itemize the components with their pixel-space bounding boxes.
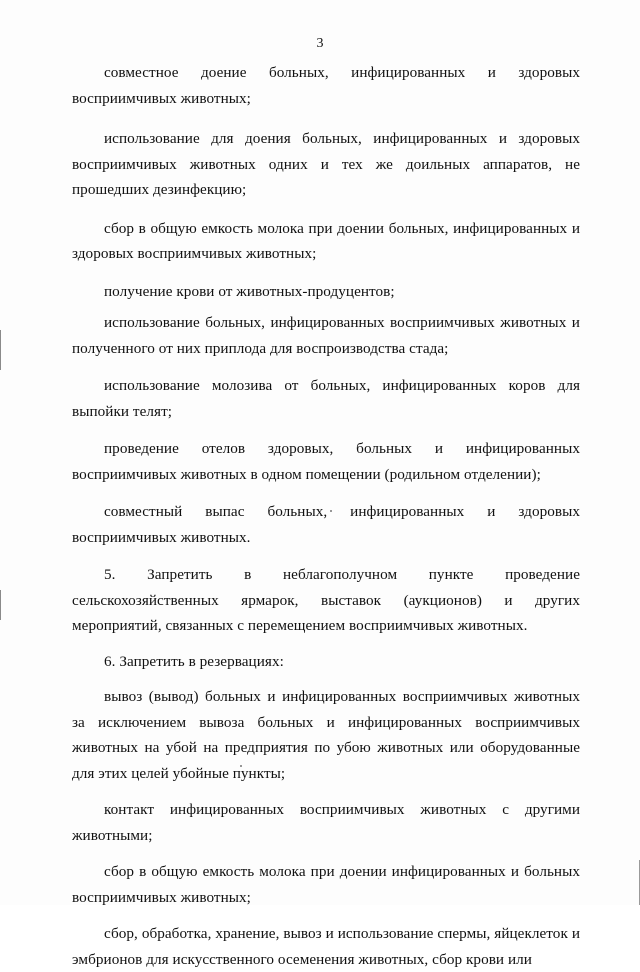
paragraph: использование молозива от больных, инфицированных коров для выпойки телят; (72, 377, 580, 420)
paragraph: сбор, обработка, хранение, вывоз и использование спермы, яйцеклеток и эмбрионов для искусственного осеменения животных, сбор крови или (72, 925, 580, 968)
paragraph: совместное доение больных, инфицированных и здоровых восприимчивых животных; (72, 64, 580, 107)
paragraph: использование для доения больных, инфицированных и здоровых восприимчивых животных одних и тех же доильных аппаратов, не прошедших дезинфекцию; (72, 130, 580, 198)
paragraph: сбор в общую емкость молока при доении больных, инфицированных и здоровых восприимчивых животных; (72, 219, 580, 262)
document-body (72, 60, 580, 972)
page-number: 3 (316, 36, 324, 51)
paragraph: контакт инфицированных восприимчивых животных с другими животными; (72, 801, 580, 844)
scan-edge-mark (0, 590, 1, 620)
scan-edge-mark (0, 330, 1, 370)
paragraph: 6. Запретить в резервациях: (104, 652, 284, 670)
paragraph: проведение отелов здоровых, больных и инфицированных восприимчивых животных в одном помещении (родильном отделении); (72, 440, 580, 483)
paragraph: вывоз (вывод) больных и инфицированных восприимчивых животных за исключением вывоза больных и инфицированных восприимчивых животных на убой на предприятия по убою животных или оборудованные для этих целей убойные пункты; (72, 688, 580, 782)
paragraph: совместный выпас больных, инфицированных и здоровых восприимчивых животных. (72, 503, 580, 546)
paragraph: сбор в общую емкость молока при доении инфицированных и больных восприимчивых животных; (72, 863, 580, 906)
paragraph: получение крови от животных-продуцентов; (104, 282, 395, 300)
paragraph: 5. Запретить в неблагополучном пункте проведение сельскохозяйственных ярмарок, выставок (аукционов) и других мероприятий, связанных с перемещением восприимчивых животных. (72, 566, 580, 634)
paragraph: использование больных, инфицированных восприимчивых животных и полученного от них приплода для воспроизводства стада; (72, 314, 580, 357)
